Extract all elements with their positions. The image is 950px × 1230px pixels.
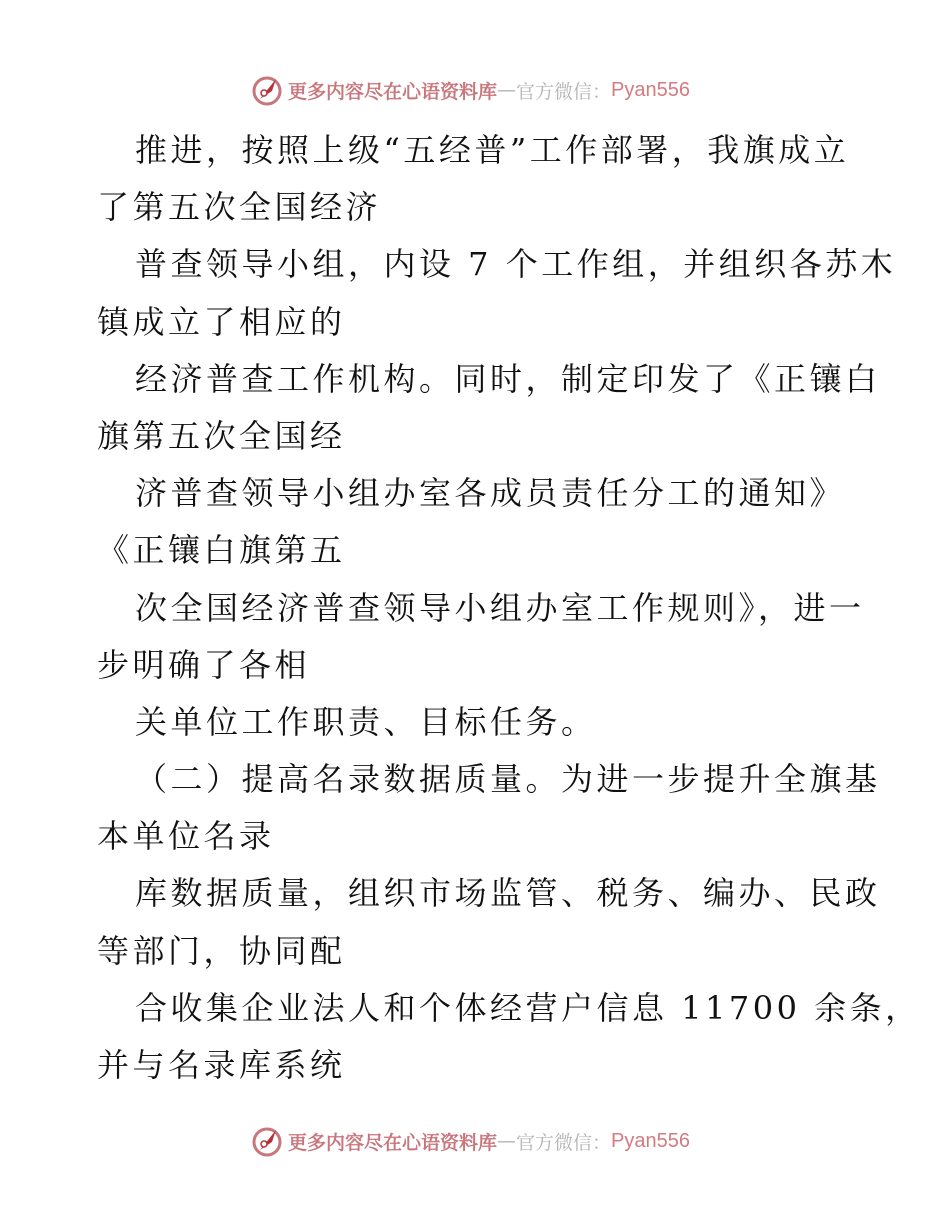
text-line: 库数据质量，组织市场监管、税务、编办、民政: [135, 874, 881, 913]
document-body: [97, 122, 921, 1094]
quill-logo-icon: [250, 1124, 284, 1158]
text-line: 次全国经济普查领导小组办室工作规则》，进一: [135, 588, 865, 627]
watermark-wechat-id: Pyan556: [611, 1129, 690, 1152]
header-watermark: [0, 70, 950, 110]
quill-logo-icon: [250, 73, 284, 107]
watermark-wechat-label: 官方微信：: [516, 1131, 612, 1154]
text-line: 济普查领导小组办室各成员责任分工的通知》: [135, 474, 846, 513]
text-line: 步明确了各相: [97, 645, 311, 684]
text-line: 普查领导小组，内设 7 个工作组，并组织各苏木: [135, 245, 897, 284]
text-line: （二）提高名录数据质量。为进一步提升全旗基: [135, 760, 881, 799]
text-line: 镇成立了相应的: [97, 302, 346, 341]
text-line: 了第五次全国经济: [97, 188, 382, 227]
text-line: 关单位工作职责、目标任务。: [135, 702, 597, 741]
text-line: 并与名录库系统: [97, 1046, 346, 1084]
watermark-dash: —: [497, 1130, 517, 1152]
text-line: 《正镶白旗第五: [97, 531, 346, 570]
footer-watermark: [0, 1121, 950, 1161]
text-line: 经济普查工作机构。同时，制定印发了《正镶白: [135, 359, 881, 398]
watermark-dash: —: [497, 79, 517, 101]
watermark-wechat-label: 官方微信：: [516, 80, 612, 103]
watermark-main-text: 更多内容尽在心语资料库: [288, 1131, 498, 1154]
watermark-main-text: 更多内容尽在心语资料库: [288, 80, 498, 103]
text-line: 合收集企业法人和个体经营户信息 11700 余条，: [135, 988, 921, 1027]
watermark-wechat-id: Pyan556: [611, 78, 690, 101]
text-line: 推进，按照上级“五经普”工作部署，我旗成立: [135, 131, 850, 169]
text-line: 本单位名录: [97, 817, 275, 856]
text-line: 旗第五次全国经: [97, 416, 346, 455]
text-line: 等部门，协同配: [97, 931, 346, 970]
